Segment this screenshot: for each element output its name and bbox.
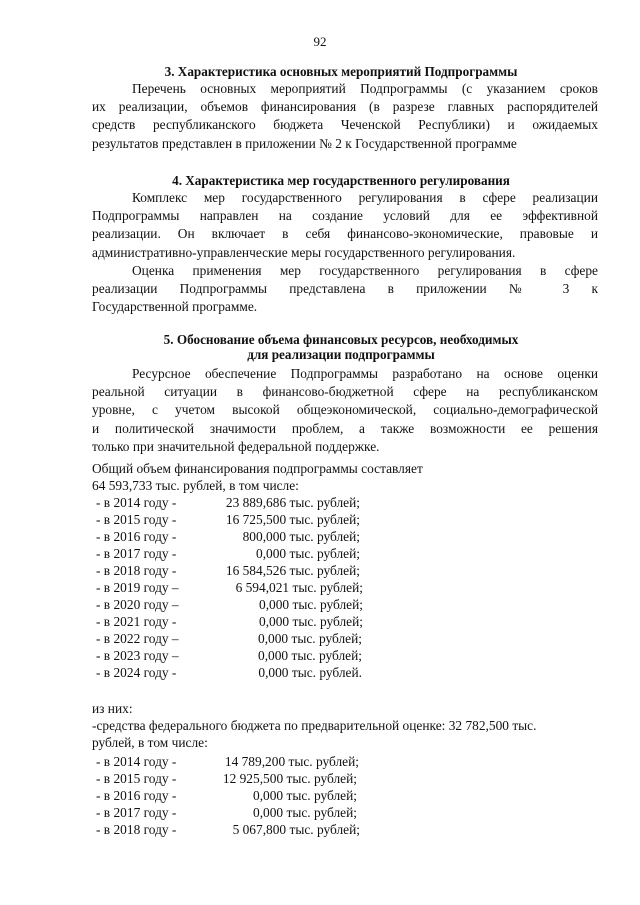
year-amount: 0,000 тыс. рублей;	[253, 805, 357, 820]
year-label: - в 2024 году -	[96, 665, 177, 680]
year-label: - в 2017 году -	[96, 805, 177, 820]
year-label: - в 2016 году -	[96, 788, 177, 803]
text-line: Государственной программе.	[92, 299, 258, 315]
funding-intro	[92, 460, 598, 494]
year-amount: 16 584,526 тыс. рублей;	[225, 563, 360, 578]
heading-line: для реализации подпрограммы	[247, 347, 435, 362]
year-label: - в 2022 году –	[96, 631, 179, 646]
text-line: Оценка применения мер государственного регулирования в сфере	[132, 263, 598, 278]
text-line: и политической значимости проблем, а также возможности ее решения	[92, 420, 598, 436]
year-label: - в 2023 году –	[96, 648, 179, 663]
funding-intro-text: Общий объем финансирования подпрограммы составляет	[92, 461, 423, 476]
section-5-paragraph	[92, 365, 598, 456]
year-amount: 0,000 тыс. рублей;	[258, 648, 362, 663]
year-label: - в 2018 году -	[96, 822, 177, 837]
year-label: - в 2018 году -	[96, 563, 177, 578]
year-label: - в 2015 году -	[96, 512, 177, 527]
year-amount: 800,000 тыс. рублей;	[242, 529, 360, 544]
text-line: уровне, с учетом высокой общеэкономической, социально-демографической	[92, 402, 598, 418]
section-4-paragraph-1	[92, 189, 598, 262]
text-line: их реализации, объемов финансирования (в разрезе главных распорядителей	[92, 99, 598, 115]
federal-intro	[92, 700, 598, 751]
heading-line: 5. Обоснование объема финансовых ресурсов, необходимых	[163, 332, 519, 347]
text-line: Комплекс мер государственного регулирования в сфере реализации	[132, 190, 598, 205]
federal-line: -средства федерального бюджета по предварительной оценке: 32 782,500 тыс.	[92, 718, 537, 733]
section-4-paragraph-2	[92, 262, 598, 317]
text-line: средств республиканского бюджета Чеченской Республики) и ожидаемых	[92, 117, 598, 133]
year-amount: 0,000 тыс. рублей;	[259, 614, 363, 629]
year-amount: 12 925,500 тыс. рублей;	[222, 771, 357, 786]
page-number: 92	[313, 34, 327, 49]
year-amount: 0,000 тыс. рублей.	[258, 665, 362, 680]
federal-line: рублей, в том числе:	[92, 735, 208, 750]
year-amount: 6 594,021 тыс. рублей;	[235, 580, 363, 595]
year-amount: 14 789,200 тыс. рублей;	[224, 754, 359, 769]
text-line: только при значительной федеральной поддержке.	[92, 438, 380, 454]
section-3-heading: 3. Характеристика основных мероприятий Подпрограммы	[164, 64, 518, 79]
year-label: - в 2021 году -	[96, 614, 177, 629]
text-line: реализации. Он включает в себя финансово-экономические, правовые и	[92, 226, 598, 242]
year-amount: 5 067,800 тыс. рублей;	[232, 822, 360, 837]
year-label: - в 2016 году -	[96, 529, 177, 544]
year-label: - в 2014 году -	[96, 495, 177, 510]
text-line: реальной ситуации в финансово-бюджетной сфере на республиканском	[92, 384, 598, 400]
text-line: Перечень основных мероприятий Подпрограммы (с указанием сроков	[132, 81, 598, 96]
section-5-heading	[92, 332, 590, 362]
year-label: - в 2020 году –	[96, 597, 179, 612]
year-amount: 0,000 тыс. рублей;	[253, 788, 357, 803]
of-which-label: из них:	[92, 701, 133, 716]
funding-total: 64 593,733 тыс. рублей, в том числе:	[92, 478, 299, 493]
year-amount: 0,000 тыс. рублей;	[259, 597, 363, 612]
text-line: результатов представлен в приложении № 2 к Государственной программе	[92, 135, 517, 151]
text-line: Ресурсное обеспечение Подпрограммы разработано на основе оценки	[132, 366, 598, 381]
text-line: административно-управленческие меры государственного регулирования.	[92, 244, 516, 260]
year-label: - в 2014 году -	[96, 754, 177, 769]
year-amount: 23 889,686 тыс. рублей;	[225, 495, 360, 510]
section-3-paragraph	[92, 80, 598, 153]
text-line: Подпрограммы направлен на создание условий для ее эффективной	[92, 208, 598, 224]
year-label: - в 2015 году -	[96, 771, 177, 786]
year-amount: 16 725,500 тыс. рублей;	[225, 512, 360, 527]
year-label: - в 2017 году -	[96, 546, 177, 561]
year-label: - в 2019 году –	[96, 580, 179, 595]
year-amount: 0,000 тыс. рублей;	[256, 546, 360, 561]
section-4-heading: 4. Характеристика мер государственного регулирования	[172, 173, 510, 188]
text-line: реализации Подпрограммы представлена в приложении № 3 к	[92, 281, 598, 297]
year-amount: 0,000 тыс. рублей;	[258, 631, 362, 646]
